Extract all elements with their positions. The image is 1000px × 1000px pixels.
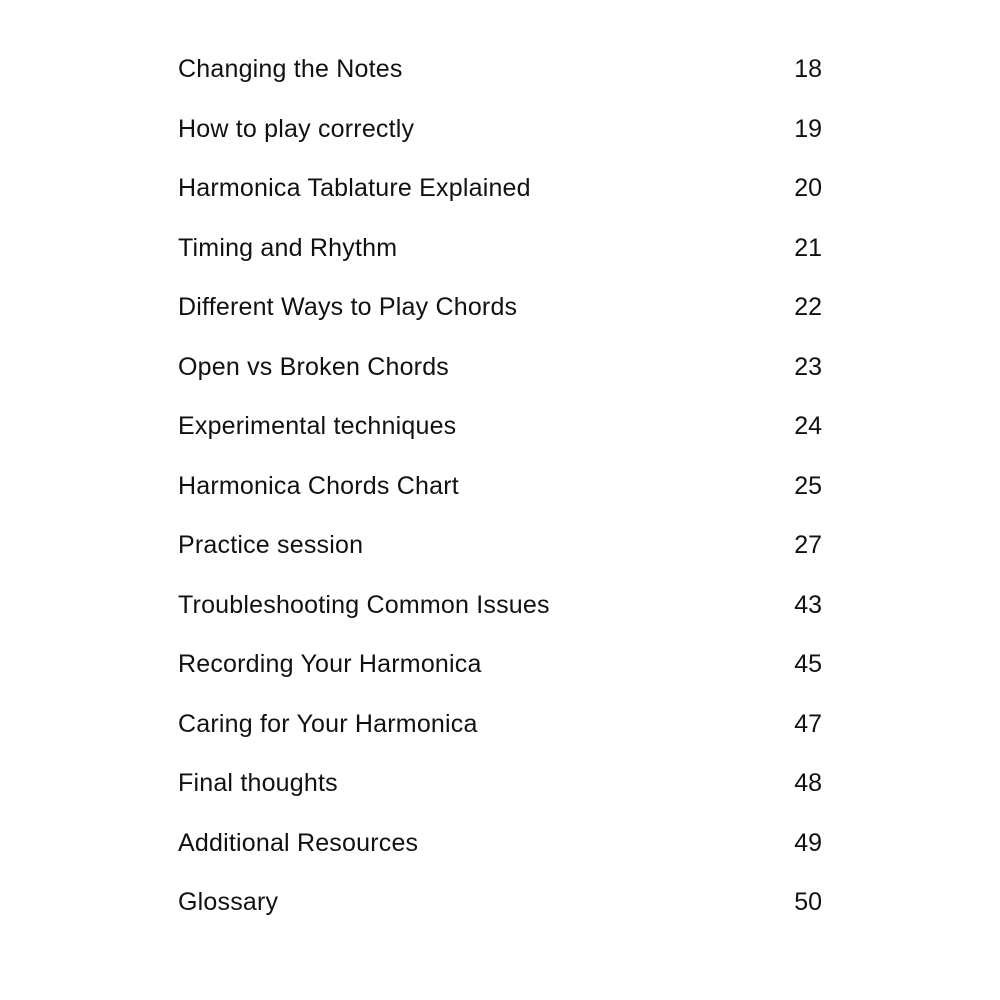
toc-entry-page-number: 20	[794, 174, 822, 203]
toc-entry-page-number: 18	[794, 55, 822, 84]
toc-entry-title: Final thoughts	[178, 769, 338, 798]
toc-entry-page-number: 43	[794, 590, 822, 619]
toc-entry-row[interactable]	[178, 40, 822, 100]
toc-entry-title: Harmonica Chords Chart	[178, 471, 459, 500]
toc-entry-row[interactable]	[178, 635, 822, 695]
toc-entry-page-number: 48	[794, 769, 822, 798]
toc-entry-page-number: 24	[794, 412, 822, 441]
toc-entry-title: How to play correctly	[178, 114, 415, 143]
toc-entry-page-number: 50	[794, 888, 822, 917]
toc-entry-row[interactable]	[178, 100, 822, 160]
toc-entry-row[interactable]	[178, 159, 822, 219]
toc-entry-title: Practice session	[178, 531, 364, 560]
toc-entry-title: Different Ways to Play Chords	[178, 293, 518, 322]
toc-entry-title: Troubleshooting Common Issues	[178, 590, 550, 619]
toc-entry-title: Changing the Notes	[178, 55, 403, 84]
toc-entry-page-number: 25	[794, 471, 822, 500]
toc-entry-row[interactable]	[178, 397, 822, 457]
table-of-contents	[178, 40, 822, 933]
toc-entry-row[interactable]	[178, 278, 822, 338]
toc-entry-title: Caring for Your Harmonica	[178, 709, 478, 738]
toc-entry-title: Timing and Rhythm	[178, 233, 398, 262]
toc-entry-title: Additional Resources	[178, 828, 419, 857]
toc-entry-row[interactable]	[178, 814, 822, 874]
toc-entry-row[interactable]	[178, 516, 822, 576]
toc-entry-title: Glossary	[178, 888, 279, 917]
toc-entry-row[interactable]	[178, 754, 822, 814]
toc-entry-row[interactable]	[178, 873, 822, 933]
toc-entry-title: Recording Your Harmonica	[178, 650, 482, 679]
toc-entry-row[interactable]	[178, 576, 822, 636]
toc-entry-page-number: 47	[794, 709, 822, 738]
toc-entry-page-number: 19	[794, 114, 822, 143]
toc-entry-page-number: 49	[794, 828, 822, 857]
toc-entry-page-number: 22	[794, 293, 822, 322]
toc-entry-page-number: 45	[794, 650, 822, 679]
toc-entry-row[interactable]	[178, 695, 822, 755]
toc-entry-title: Open vs Broken Chords	[178, 352, 449, 381]
toc-entry-row[interactable]	[178, 219, 822, 279]
toc-entry-page-number: 27	[794, 531, 822, 560]
toc-entry-title: Experimental techniques	[178, 412, 457, 441]
toc-entry-title: Harmonica Tablature Explained	[178, 174, 531, 203]
toc-entry-row[interactable]	[178, 457, 822, 517]
toc-entry-row[interactable]	[178, 338, 822, 398]
toc-entry-page-number: 21	[794, 233, 822, 262]
toc-entry-page-number: 23	[794, 352, 822, 381]
